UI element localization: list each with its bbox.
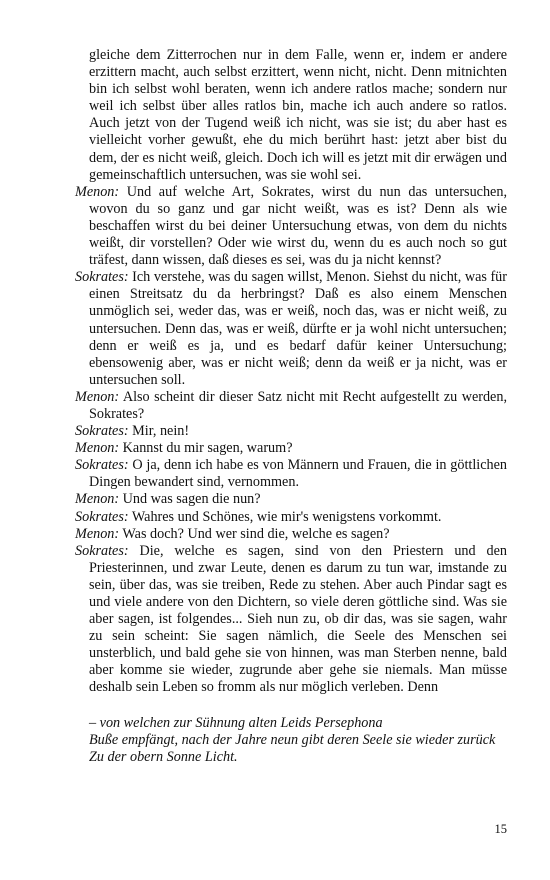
dialogue-entry (75, 389, 507, 423)
dialogue-entry (75, 440, 507, 457)
speaker-name: Sokrates: (75, 269, 129, 286)
speech-text: O ja, denn ich habe es von Männern und Frauen, die in göttlichen Dingen bewandert sind, vernommen. (89, 457, 508, 491)
speech-text: Wahres und Schönes, wie mir's wenigstens vorkommt. (131, 508, 442, 525)
speaker-name: Sokrates: (75, 542, 129, 559)
speaker-name: Menon: (75, 388, 120, 405)
speaker-name: Sokrates: (75, 423, 129, 440)
speaker-name: Menon: (75, 491, 120, 508)
speech-text: Mir, nein! (132, 423, 190, 440)
speaker-name: Menon: (75, 183, 120, 200)
dialogue-entry (75, 184, 507, 269)
dialogue-entry (75, 543, 507, 697)
page-body (75, 47, 507, 766)
speech-text: Und auf welche Art, Sokrates, wirst du nun das untersuchen, wovon du so ganz und gar nicht weißt, was es ist? Denn als wie beschaffen wirst du bei deiner Untersuchung etwas, von dem du nichts weißt, dir vorstellen? Oder wie wirst du, wenn du es auch noch so gut träfest, dann wissen, daß dieses es sei, was du ja nicht kennst? (89, 183, 508, 269)
speaker-name: Menon: (75, 525, 120, 542)
speaker-name: Sokrates: (75, 457, 129, 474)
dialogue-entry (75, 269, 507, 389)
speech-text: Kannst du mir sagen, warum? (122, 440, 293, 457)
dialogue-entry (75, 491, 507, 508)
verse-line: Zu der obern Sonne Licht. (89, 748, 238, 765)
speech-text: Und was sagen die nun? (122, 491, 261, 508)
speech-text: Also scheint dir dieser Satz nicht mit Recht aufgestellt zu werden, Sokrates? (89, 388, 507, 422)
speaker-name: Sokrates: (75, 508, 129, 525)
dialogue-entry (75, 526, 507, 543)
verse-line: Buße empfängt, nach der Jahre neun gibt deren Seele sie wieder zurück (89, 731, 496, 748)
speech-text: Was doch? Und wer sind die, welche es sagen? (122, 525, 390, 542)
dialogue-entry (75, 509, 507, 526)
speech-text: Ich verstehe, was du sagen willst, Menon. Siehst du nicht, was für einen Streitsatz du da herbringst? Daß es also einem Menschen unmöglich sei, weder das, was er weiß, noch das, was er nicht weiß, zu untersuchen. Denn das, was er weiß, dürfte er ja wohl nicht untersuchen; denn er weiß es ja, und es bedarf dafür keiner Untersuchung; ebensowenig aber, was er nicht weiß; denn da weiß er ja nicht, was er untersuchen soll. (89, 269, 508, 388)
verse-quote (89, 715, 507, 766)
speaker-name: Menon: (75, 440, 120, 457)
verse-line: – von welchen zur Sühnung alten Leids Persephona (89, 714, 383, 731)
dialogue-entry (75, 423, 507, 440)
continuation-paragraph: gleiche dem Zitterrochen nur in dem Falle, wenn er, indem er andere erzittern macht, auch selbst erzittert, wenn nicht, nicht. Denn mitnichten bin ich selbst wohl beraten, wenn ich andere ratlos mache; sondern nur weil ich selbst über alles ratlos bin, mache ich auch andere so ratlos. Auch jetzt von der Tugend weiß ich nicht, was sie ist; du aber hast es vielleicht vorher gewußt, ehe du mich berührt hast: jetzt aber bist du dem, der es nicht weiß, gleich. Doch ich will es jetzt mit dir erwägen und gemeinschaftlich untersuchen, was sie wohl sei. (89, 47, 507, 183)
dialogue-entry (75, 457, 507, 491)
page-number: 15 (494, 822, 507, 836)
speech-text: Die, welche es sagen, sind von den Priestern und den Priesterinnen, und zwar Leute, denen es darum zu tun war, imstande zu sein, über das, was sie treiben, Rede zu stehen. Aber auch Pindar sagt es und viele andere von den Dichtern, so viele deren göttliche sind. Was sie aber sagen, ist folgendes... Sieh nun zu, ob dir das, was sie sagen, wahr zu sein scheint: Sie sagen nämlich, die Seele des Menschen sei unsterblich, und bald gehe sie von hinnen, was man Sterben nenne, bald aber komme sie wieder, zugrunde aber gehe sie niemals. Man müsse deshalb sein Leben so fromm als nur möglich verleben. Denn (89, 542, 507, 696)
